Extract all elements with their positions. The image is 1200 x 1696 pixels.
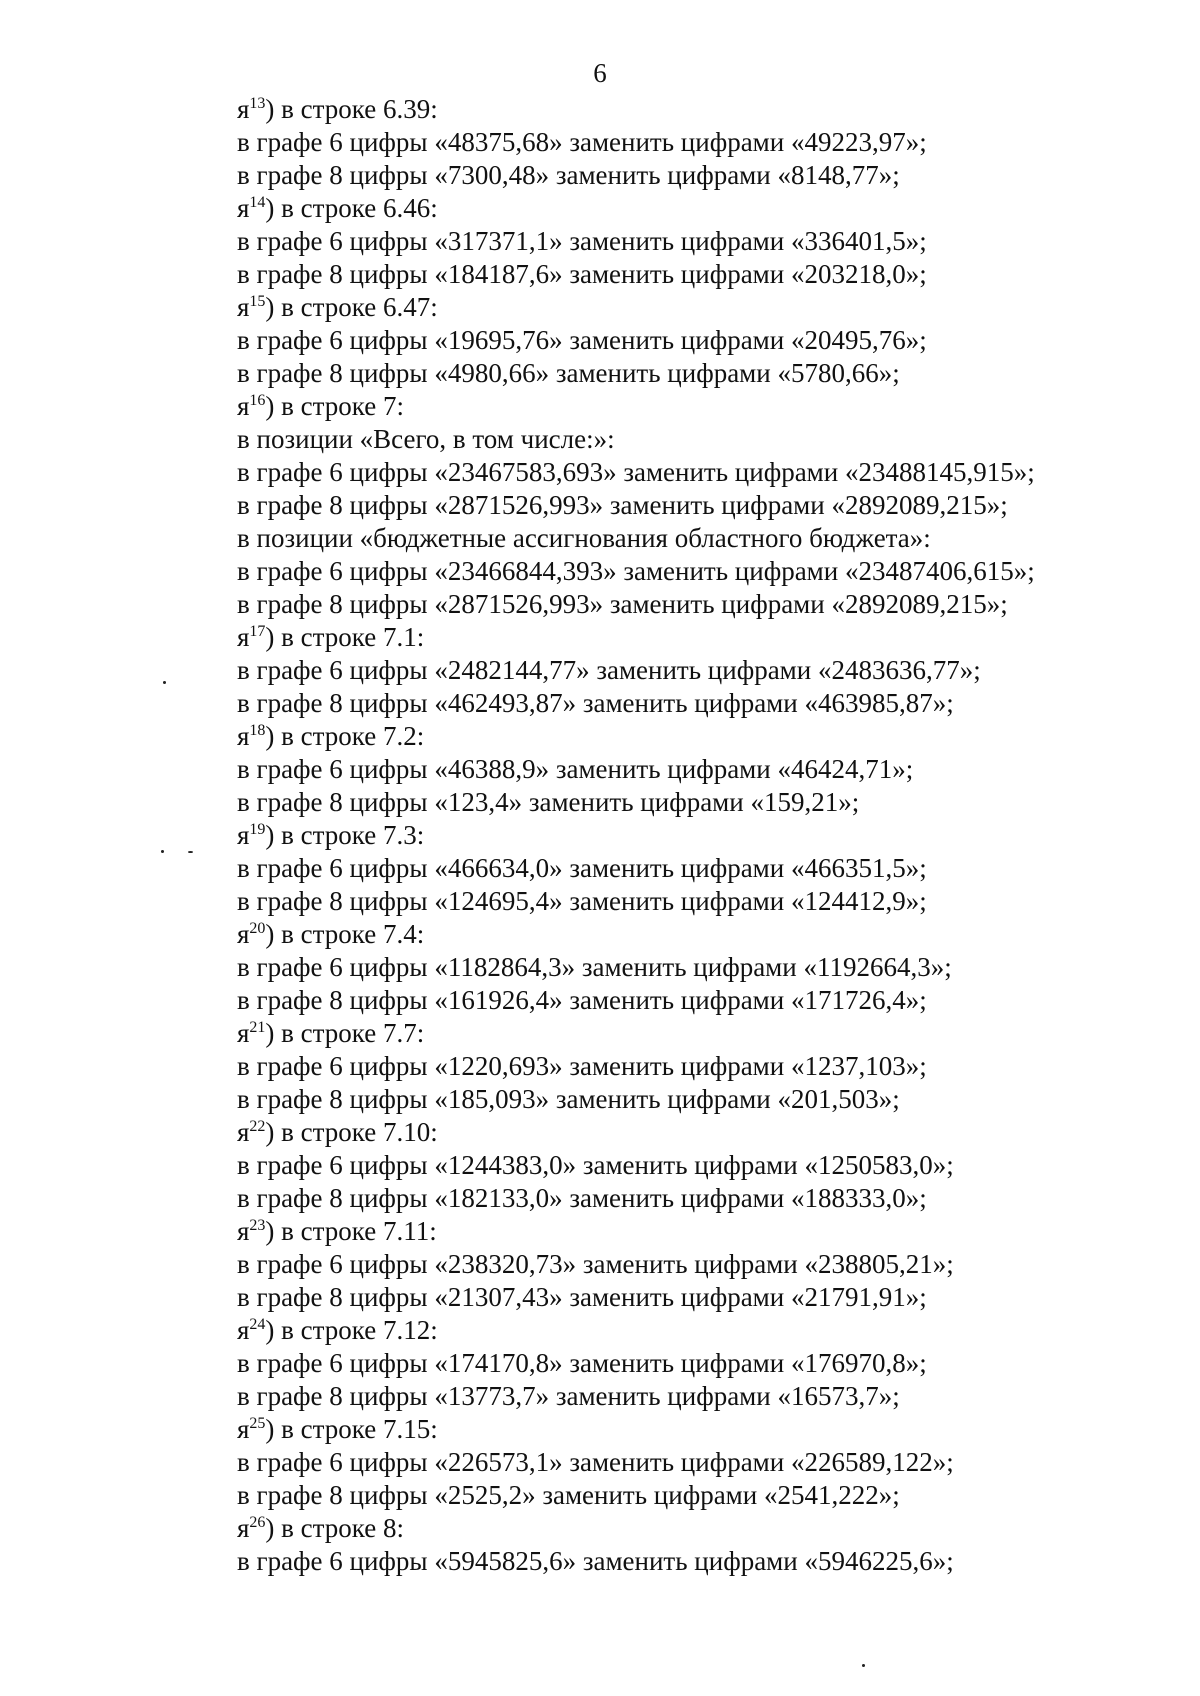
replacement-line: в графе 6 цифры «2482144,77» заменить цифрами «2483636,77»; [237,655,981,685]
item-number: 13 [249,95,266,112]
item-letter: я [237,391,250,421]
replacement-line: в графе 8 цифры «123,4» заменить цифрами «159,21»; [237,787,860,817]
replacement-line: в позиции «Всего, в том числе:»: [237,424,615,454]
item-row-reference: ) в строке 7.12: [265,1315,438,1345]
item-row-reference: ) в строке 6.47: [265,292,438,322]
item-letter: я [237,622,250,652]
item-number: 22 [249,1118,266,1135]
replacement-line: в графе 6 цифры «1220,693» заменить цифрами «1237,103»; [237,1051,927,1081]
replacement-line: в графе 8 цифры «184187,6» заменить цифрами «203218,0»; [237,259,927,289]
replacement-line: в графе 8 цифры «21307,43» заменить цифрами «21791,91»; [237,1282,927,1312]
replacement-line: в графе 8 цифры «124695,4» заменить цифрами «124412,9»; [237,886,927,916]
replacement-line: в графе 8 цифры «2871526,993» заменить цифрами «2892089,215»; [237,589,1008,619]
item-letter: я [237,292,250,322]
replacement-line: в графе 6 цифры «23467583,693» заменить цифрами «23488145,915»; [237,457,1035,487]
item-number: 16 [249,392,266,409]
item-heading [237,1215,1157,1248]
item-number: 14 [249,194,266,211]
item-heading [237,1017,1157,1050]
scan-speck [161,850,164,853]
replacement-line: в графе 8 цифры «161926,4» заменить цифрами «171726,4»; [237,985,927,1015]
page-number: 6 [593,58,607,88]
item-heading [237,621,1157,654]
replacement-line: в графе 6 цифры «238320,73» заменить цифрами «238805,21»; [237,1249,954,1279]
item-letter: я [237,1117,250,1147]
item-row-reference: ) в строке 7.3: [265,820,425,850]
item-row-reference: ) в строке 6.46: [265,193,438,223]
replacement-line: в графе 8 цифры «182133,0» заменить цифрами «188333,0»; [237,1183,927,1213]
item-row-reference: ) в строке 7.1: [265,622,425,652]
item-number: 17 [249,623,266,640]
item-row-reference: ) в строке 7.10: [265,1117,438,1147]
item-heading [237,93,1157,126]
item-number: 21 [249,1019,266,1036]
replacement-line: в графе 6 цифры «317371,1» заменить цифрами «336401,5»; [237,226,927,256]
item-letter: я [237,919,250,949]
replacement-line: в графе 8 цифры «4980,66» заменить цифрами «5780,66»; [237,358,900,388]
item-row-reference: ) в строке 7: [265,391,404,421]
item-heading [237,390,1157,423]
item-heading [237,1413,1157,1446]
item-number: 26 [249,1514,266,1531]
item-heading [237,1512,1157,1545]
replacement-line: в графе 8 цифры «185,093» заменить цифрами «201,503»; [237,1084,900,1114]
item-row-reference: ) в строке 6.39: [265,94,438,124]
item-heading [237,1116,1157,1149]
item-heading [237,1314,1157,1347]
item-heading [237,918,1157,951]
item-letter: я [237,1315,250,1345]
replacement-line: в графе 8 цифры «462493,87» заменить цифрами «463985,87»; [237,688,954,718]
item-row-reference: ) в строке 7.7: [265,1018,425,1048]
replacement-line: в графе 6 цифры «48375,68» заменить цифрами «49223,97»; [237,127,927,157]
replacement-line: в графе 6 цифры «19695,76» заменить цифрами «20495,76»; [237,325,927,355]
item-letter: я [237,1018,250,1048]
replacement-line: в графе 8 цифры «7300,48» заменить цифрами «8148,77»; [237,160,900,190]
item-number: 24 [249,1316,266,1333]
replacement-line: в графе 8 цифры «13773,7» заменить цифрами «16573,7»; [237,1381,900,1411]
scan-speck [862,1664,865,1667]
item-row-reference: ) в строке 7.15: [265,1414,438,1444]
replacement-line: в позиции «бюджетные ассигнования областного бюджета»: [237,523,931,553]
item-number: 25 [249,1415,266,1432]
item-letter: я [237,1414,250,1444]
replacement-line: в графе 8 цифры «2871526,993» заменить цифрами «2892089,215»; [237,490,1008,520]
item-letter: я [237,193,250,223]
replacement-line: в графе 6 цифры «1244383,0» заменить цифрами «1250583,0»; [237,1150,954,1180]
scan-speck [163,681,166,684]
item-heading [237,291,1157,324]
item-letter: я [237,1513,250,1543]
item-heading [237,819,1157,852]
item-number: 18 [249,722,266,739]
replacement-line: в графе 6 цифры «23466844,393» заменить цифрами «23487406,615»; [237,556,1035,586]
item-row-reference: ) в строке 7.4: [265,919,425,949]
item-heading [237,192,1157,225]
item-letter: я [237,94,250,124]
replacement-line: в графе 6 цифры «46388,9» заменить цифрами «46424,71»; [237,754,914,784]
replacement-line: в графе 8 цифры «2525,2» заменить цифрами «2541,222»; [237,1480,900,1510]
item-heading [237,720,1157,753]
item-row-reference: ) в строке 7.11: [265,1216,437,1246]
replacement-line: в графе 6 цифры «1182864,3» заменить цифрами «1192664,3»; [237,952,952,982]
item-row-reference: ) в строке 7.2: [265,721,425,751]
item-letter: я [237,1216,250,1246]
scan-speck [188,851,193,853]
item-number: 19 [249,821,266,838]
item-number: 23 [249,1217,266,1234]
item-row-reference: ) в строке 8: [265,1513,404,1543]
replacement-line: в графе 6 цифры «226573,1» заменить цифрами «226589,122»; [237,1447,954,1477]
replacement-line: в графе 6 цифры «5945825,6» заменить цифрами «5946225,6»; [237,1546,954,1576]
item-letter: я [237,721,250,751]
item-number: 15 [249,293,266,310]
item-number: 20 [249,920,266,937]
item-letter: я [237,820,250,850]
replacement-line: в графе 6 цифры «174170,8» заменить цифрами «176970,8»; [237,1348,927,1378]
replacement-line: в графе 6 цифры «466634,0» заменить цифрами «466351,5»; [237,853,927,883]
amendment-list [237,93,1157,1578]
